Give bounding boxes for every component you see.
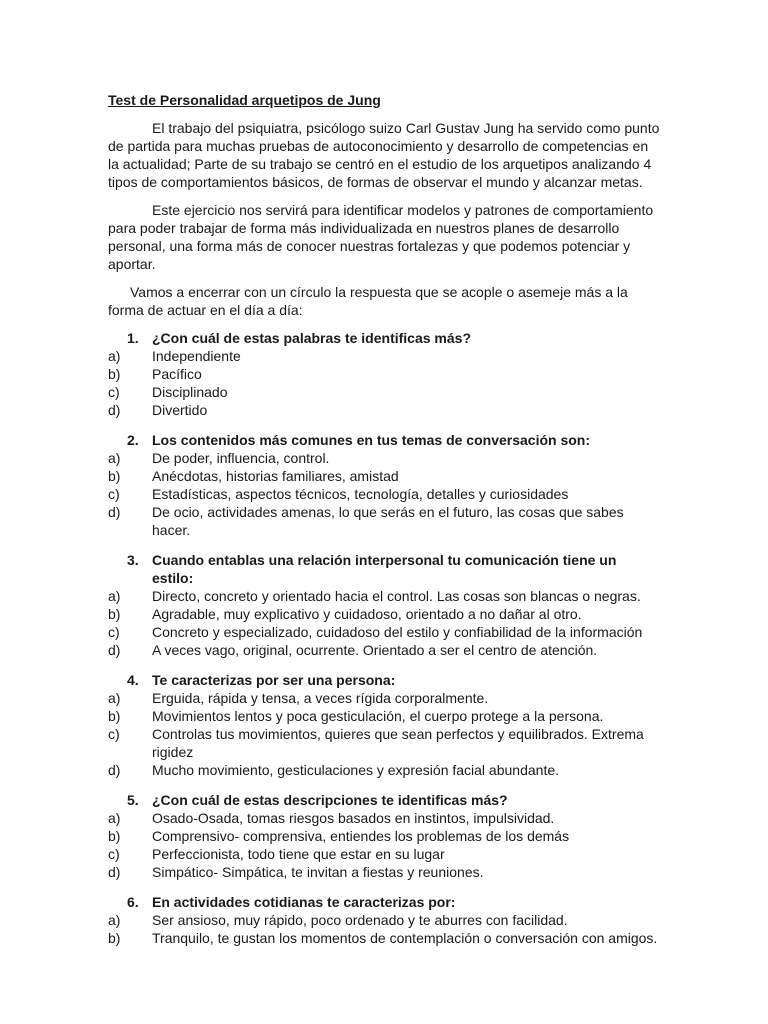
option-letter: a) xyxy=(108,810,121,826)
option-letter: a) xyxy=(108,450,121,466)
option-text: Pacífico xyxy=(152,366,202,382)
option-text: Mucho movimiento, gesticulaciones y expresión facial abundante. xyxy=(152,762,560,778)
document-title: Test de Personalidad arquetipos de Jung xyxy=(108,92,381,108)
question-number: 2. xyxy=(127,432,139,448)
option-text: Concreto y especializado, cuidadoso del estilo y confiabilidad de la información xyxy=(152,624,643,640)
option-letter: c) xyxy=(108,624,120,640)
answer-option[interactable] xyxy=(108,605,660,623)
question-5 xyxy=(108,791,660,881)
option-text: Simpático- Simpática, te invitan a fiestas y reuniones. xyxy=(152,864,484,880)
answer-option[interactable] xyxy=(108,503,660,539)
option-text: De poder, influencia, control. xyxy=(152,450,330,466)
option-text: Tranquilo, te gustan los momentos de contemplación o conversación con amigos. xyxy=(152,930,658,946)
question-text: Cuando entablas una relación interpersonal tu comunicación tiene un estilo: xyxy=(152,552,617,586)
option-text: De ocio, actividades amenas, lo que serás en el futuro, las cosas que sabes hacer. xyxy=(152,504,624,538)
question-number: 3. xyxy=(127,552,139,568)
option-text: Erguida, rápida y tensa, a veces rígida corporalmente. xyxy=(152,690,489,706)
instructions-paragraph: Vamos a encerrar con un círculo la respuesta que se acople o asemeje más a la forma de actuar en el día a día: xyxy=(108,284,628,318)
answer-option[interactable] xyxy=(108,485,660,503)
answer-option[interactable] xyxy=(108,587,660,605)
option-letter: c) xyxy=(108,384,120,400)
option-text: Divertido xyxy=(152,402,208,418)
question-text: Te caracterizas por ser una persona: xyxy=(152,672,396,688)
option-text: Anécdotas, historias familiares, amistad xyxy=(152,468,399,484)
answer-option[interactable] xyxy=(108,623,660,641)
option-text: Agradable, muy explicativo y cuidadoso, orientado a no dañar al otro. xyxy=(152,606,582,622)
question-text: En actividades cotidianas te caracterizas por: xyxy=(152,894,456,910)
question-text: ¿Con cuál de estas descripciones te identificas más? xyxy=(152,792,508,808)
answer-option[interactable] xyxy=(108,467,660,485)
option-letter: b) xyxy=(108,606,121,622)
option-text: Osado-Osada, tomas riesgos basados en instintos, impulsividad. xyxy=(152,810,555,826)
question-text: ¿Con cuál de estas palabras te identificas más? xyxy=(152,330,471,346)
intro-paragraph-2: Este ejercicio nos servirá para identificar modelos y patrones de comportamiento para poder trabajar de forma más individualizada en nuestros planes de desarrollo personal, una forma más de conocer nuestras fortalezas y que podemos potenciar y aportar. xyxy=(108,202,654,272)
option-text: Perfeccionista, todo tiene que estar en su lugar xyxy=(152,846,445,862)
option-letter: b) xyxy=(108,708,121,724)
question-number: 6. xyxy=(127,894,139,910)
option-text: A veces vago, original, ocurrente. Orientado a ser el centro de atención. xyxy=(152,642,598,658)
option-letter: d) xyxy=(108,642,121,658)
question-text: Los contenidos más comunes en tus temas de conversación son: xyxy=(152,432,591,448)
answer-option[interactable] xyxy=(108,365,660,383)
option-letter: d) xyxy=(108,864,121,880)
answer-option[interactable] xyxy=(108,929,660,947)
option-letter: b) xyxy=(108,930,121,946)
answer-option[interactable] xyxy=(108,383,660,401)
answer-option[interactable] xyxy=(108,641,660,659)
answer-option[interactable] xyxy=(108,401,660,419)
answer-option[interactable] xyxy=(108,827,660,845)
question-6 xyxy=(108,893,660,947)
question-number: 1. xyxy=(127,330,139,346)
answer-option[interactable] xyxy=(108,449,660,467)
answer-option[interactable] xyxy=(108,725,660,761)
option-letter: b) xyxy=(108,468,121,484)
option-text: Comprensivo- comprensiva, entiendes los problemas de los demás xyxy=(152,828,570,844)
intro-paragraph-1: El trabajo del psiquiatra, psicólogo suizo Carl Gustav Jung ha servido como punto de partida para muchas pruebas de autoconocimiento y desarrollo de competencias en la actualidad; Parte de su trabajo se centró en el estudio de los arquetipos analizando 4 tipos de comportamientos básicos, de formas de observar el mundo y alcanzar metas. xyxy=(108,120,660,190)
option-letter: a) xyxy=(108,912,121,928)
option-letter: a) xyxy=(108,588,121,604)
option-text: Ser ansioso, muy rápido, poco ordenado y te aburres con facilidad. xyxy=(152,912,568,928)
option-text: Disciplinado xyxy=(152,384,228,400)
option-letter: a) xyxy=(108,348,121,364)
option-text: Independiente xyxy=(152,348,241,364)
answer-option[interactable] xyxy=(108,863,660,881)
question-2 xyxy=(108,431,660,539)
answer-option[interactable] xyxy=(108,761,660,779)
question-3 xyxy=(108,551,660,659)
option-letter: b) xyxy=(108,828,121,844)
answer-option[interactable] xyxy=(108,707,660,725)
question-number: 4. xyxy=(127,672,139,688)
question-1 xyxy=(108,329,660,419)
option-letter: b) xyxy=(108,366,121,382)
option-text: Estadísticas, aspectos técnicos, tecnología, detalles y curiosidades xyxy=(152,486,569,502)
option-letter: c) xyxy=(108,726,120,742)
option-letter: d) xyxy=(108,504,121,520)
question-4 xyxy=(108,671,660,779)
option-text: Controlas tus movimientos, quieres que sean perfectos y equilibrados. Extrema rigidez xyxy=(152,726,644,760)
question-number: 5. xyxy=(127,792,139,808)
option-text: Directo, concreto y orientado hacia el control. Las cosas son blancas o negras. xyxy=(152,588,641,604)
answer-option[interactable] xyxy=(108,809,660,827)
option-letter: d) xyxy=(108,762,121,778)
answer-option[interactable] xyxy=(108,845,660,863)
option-letter: c) xyxy=(108,846,120,862)
option-text: Movimientos lentos y poca gesticulación, el cuerpo protege a la persona. xyxy=(152,708,604,724)
answer-option[interactable] xyxy=(108,911,660,929)
option-letter: c) xyxy=(108,486,120,502)
option-letter: d) xyxy=(108,402,121,418)
answer-option[interactable] xyxy=(108,689,660,707)
option-letter: a) xyxy=(108,690,121,706)
answer-option[interactable] xyxy=(108,347,660,365)
